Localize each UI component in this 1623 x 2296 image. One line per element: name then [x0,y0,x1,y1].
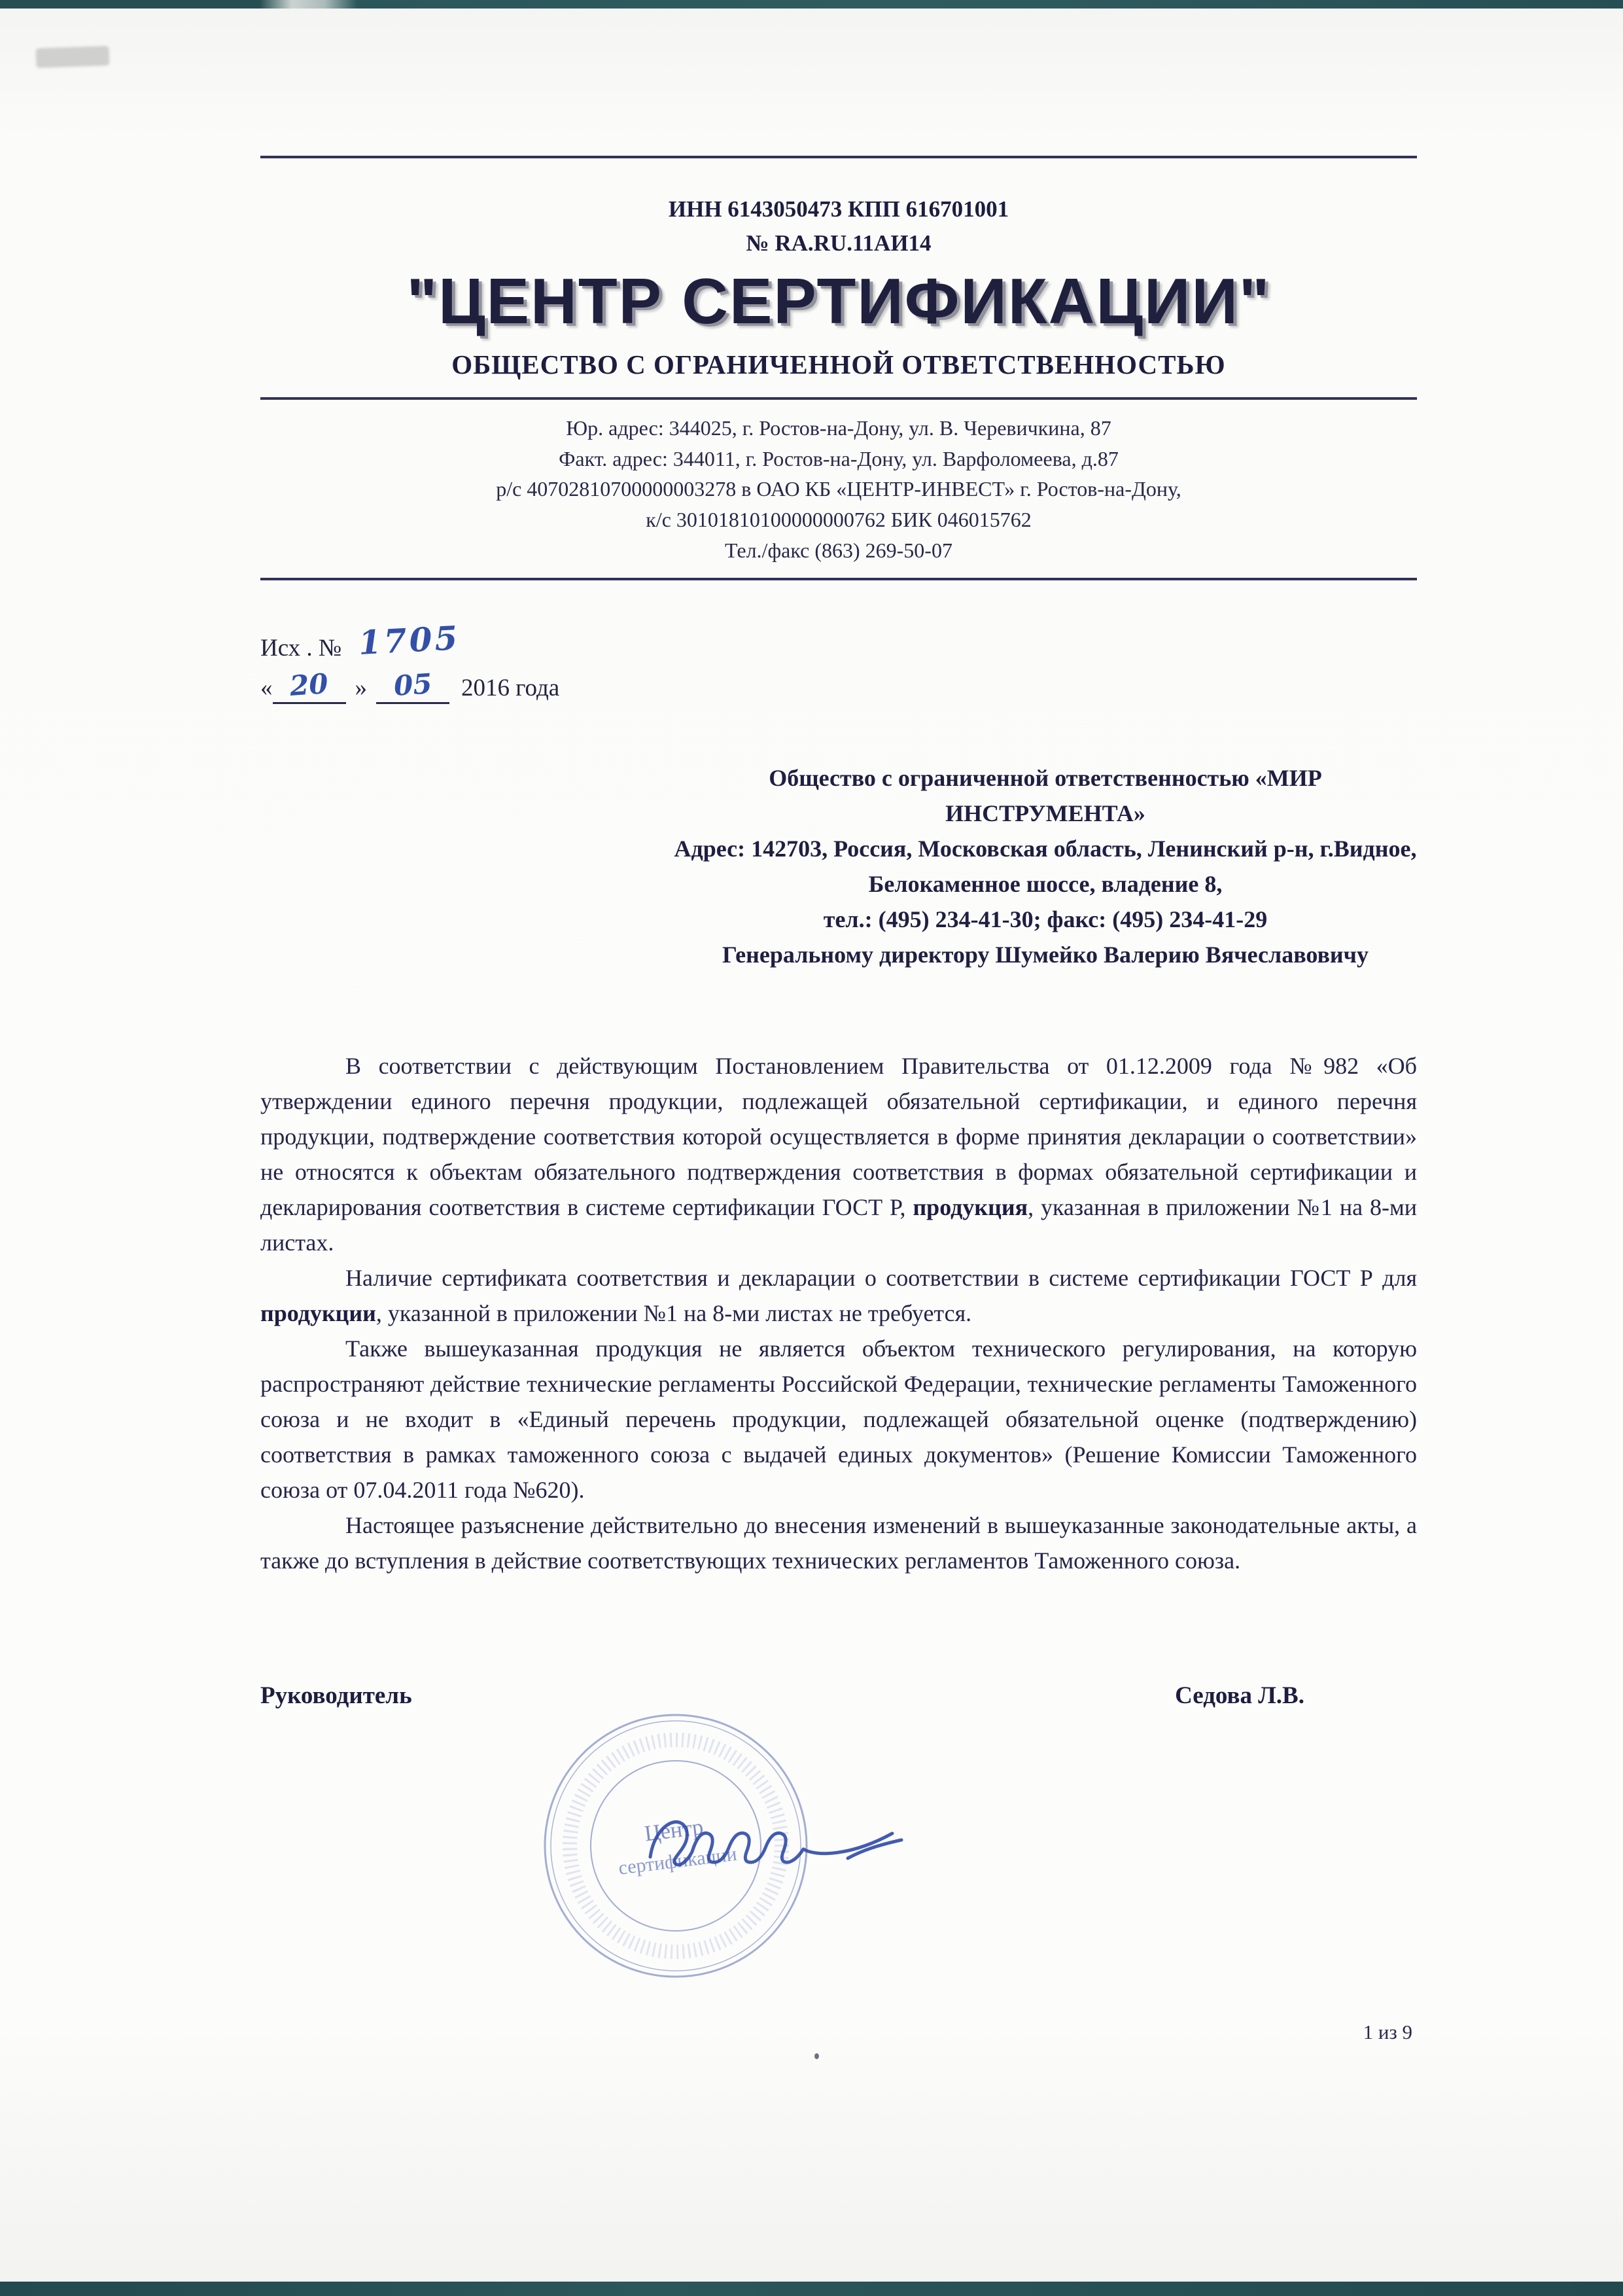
date-year-text: 2016 года [461,674,560,701]
paragraph-2-text: Наличие сертификата соответствия и декларации о соответствии в системе сертификации ГОСТ Р для [345,1264,1417,1291]
scan-artifact-dot [814,2053,819,2059]
date-day-blank [273,667,346,704]
paragraph-1-text-tail: , указанная в приложении №1 на 8-ми листах. [260,1193,1418,1256]
scan-artifact-bottom-edge [0,2282,1623,2296]
paragraph-1 [260,1048,1417,1260]
legal-address-line: Юр. адрес: 344025, г. Ростов-на-Дону, ул. В. Черевичкина, 87 [566,416,1111,440]
paragraph-4-text: Настоящее разъяснение действительно до внесения изменений в вышеуказанные законодательные акты, а также до вступления в действие соответствующих технических регламентов Таможенного союза. [260,1511,1417,1574]
letter-content [260,0,1417,1710]
phone-fax-line: Тел./факс (863) 269-50-07 [725,538,952,562]
scan-artifact-top-edge [0,0,1623,9]
date-open-quote: « [260,674,273,701]
recipient-organization: Общество с ограниченной ответственностью «МИР ИНСТРУМЕНТА» [769,764,1322,826]
recipient-director: Генеральному директору Шумейко Валерию Вячеславовичу [722,941,1369,968]
letterhead-bottom-divider [260,578,1417,580]
attestat-number: № RA.RU.11АИ14 [746,230,932,256]
recipient-address: Адрес: 142703, Россия, Московская область, Ленинский р-н, г.Видное, Белокаменное шоссе, владение 8, [674,835,1417,897]
corr-account-line: к/с 30101810100000000762 БИК 046015762 [646,508,1032,532]
paragraph-4 [260,1508,1417,1578]
letterhead-address-block [260,413,1417,566]
inn-kpp-line: ИНН 6143050473 КПП 616701001 [668,196,1009,222]
organization-title: "ЦЕНТР СЕРТИФИКАЦИИ" [406,265,1271,337]
date-close-quote: » [355,674,367,701]
handwritten-signature [632,1794,933,1899]
paragraph-3 [260,1331,1417,1508]
bank-account-line: р/с 40702810700000003278 в ОАО КБ «ЦЕНТР-ИНВЕСТ» г. Ростов-на-Дону, [496,477,1181,501]
letterhead-middle-divider [260,397,1417,400]
page-number: 1 из 9 [1363,2021,1412,2043]
organization-subtitle: ОБЩЕСТВО С ОГРАНИЧЕННОЙ ОТВЕТСТВЕННОСТЬЮ [451,349,1226,380]
signatory-name: Седова Л.В. [1175,1682,1304,1709]
stamp-center-line-1: Центр [643,1814,705,1846]
outgoing-number-label: Исх . № [260,634,342,662]
scan-artifact-smudge [36,46,110,68]
letterhead-top-divider [260,156,1417,158]
stamp-center-line-2: сертификации [617,1843,739,1879]
paragraph-2-bold-term: продукции [260,1299,376,1326]
handwritten-month: 05 [393,667,433,702]
paragraph-3-text: Также вышеуказанная продукция не является объектом технического регулирования, на которую распространяют действие технические регламенты Российской Федерации, технические регламенты Таможенного союза и не входит в «Единый перечень продукции, подлежащей обязательной оценке (подтверждению) соответствия в рамках таможенного союза с выдачей единых документов» (Решение Комиссии Таможенного союза от 07.04.2011 года №620). [260,1335,1417,1503]
paragraph-2-text-tail: , указанной в приложении №1 на 8-ми листах не требуется. [375,1299,972,1326]
paragraph-1-text: В соответствии с действующим Постановлением Правительства от 01.12.2009 года №982 «Об утверждении единого перечня продукции, подлежащей обязательной сертификации, и единого перечня продукции, подтверждение соответствия которой осуществляется в форме принятия декларации о соответствии» не относятся к объектам обязательного подтверждения соответствия в формах обязательной сертификации и декларирования соответствия в системе сертификации ГОСТ Р, [260,1052,1417,1220]
outgoing-block [260,618,1417,704]
paragraph-1-bold-term: продукция [913,1193,1028,1220]
paragraph-2 [260,1260,1417,1331]
letter-body [260,1048,1417,1578]
date-month-blank [376,667,449,704]
signature-row [260,1682,1417,1710]
signatory-title: Руководитель [260,1682,412,1709]
handwritten-outgoing-number: 1705 [357,618,461,662]
recipient-block [674,760,1417,972]
actual-address-line: Факт. адрес: 344011, г. Ростов-на-Дону, ул. Варфоломеева, д.87 [559,446,1119,470]
recipient-phone-fax: тел.: (495) 234-41-30; факс: (495) 234-41-29 [823,906,1268,932]
handwritten-day: 20 [288,667,330,702]
